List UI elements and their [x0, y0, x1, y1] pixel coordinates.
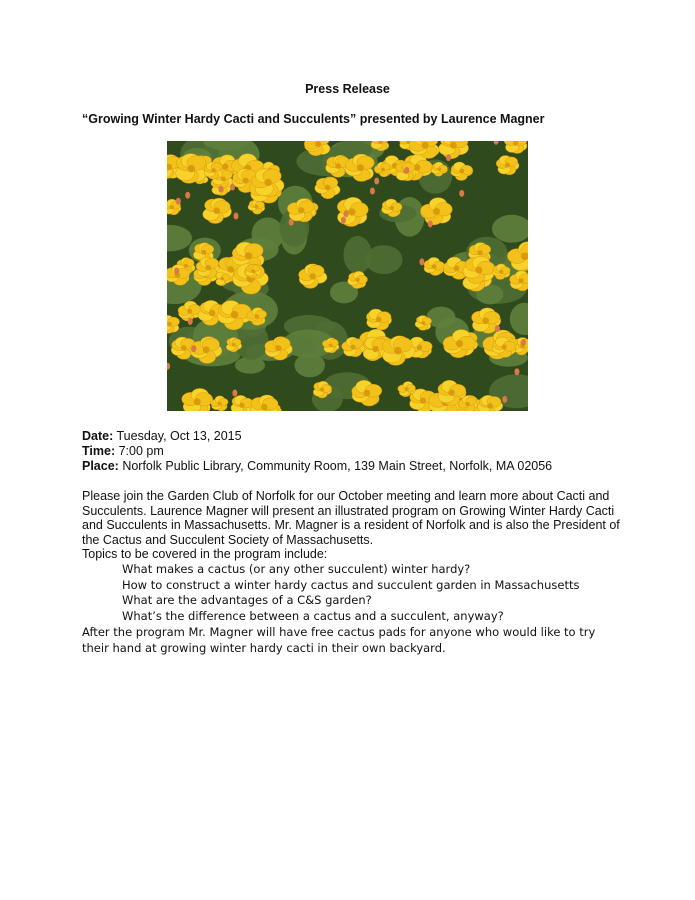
cactus-flowers-photo	[167, 141, 528, 411]
intro-paragraph: Please join the Garden Club of Norfolk for our October meeting and learn more about Cacti and Succulents. Laurence Magner will present an illustrated program on Growing Winter Hardy Cacti and Succulents in Massachusetts. Mr. Magner is a resident of Norfolk and is also the President of the Cactus and Succulent Society of Massachusetts.	[82, 489, 620, 547]
place-value: Norfolk Public Library, Community Room, 139 Main Street, Norfolk, MA 02056	[118, 459, 553, 473]
topic-item: What makes a cactus (or any other succulent) winter hardy?	[122, 562, 471, 576]
date-value: Tuesday, Oct 13, 2015	[113, 429, 242, 443]
event-details	[82, 429, 642, 474]
event-heading: “Growing Winter Hardy Cacti and Succulents” presented by Laurence Magner	[82, 112, 545, 126]
place-label: Place:	[82, 459, 119, 473]
topics-list	[122, 562, 579, 624]
topics-lead: Topics to be covered in the program include:	[82, 547, 328, 561]
date-label: Date:	[82, 429, 114, 443]
closing-paragraph: After the program Mr. Magner will have free cactus pads for anyone who would like to try their hand at growing winter hardy cacti in their own backyard.	[82, 625, 596, 655]
document-title: Press Release	[305, 82, 390, 96]
time-row	[82, 444, 642, 459]
topic-item: What are the advantages of a C&S garden?	[122, 593, 372, 607]
time-label: Time:	[82, 444, 116, 458]
place-row	[82, 459, 642, 474]
date-row	[82, 429, 642, 444]
topic-item: How to construct a winter hardy cactus and succulent garden in Massachusetts	[122, 577, 580, 592]
flower-photo-image	[167, 141, 528, 411]
topic-item: What’s the difference between a cactus and a succulent, anyway?	[122, 608, 504, 623]
time-value: 7:00 pm	[115, 444, 164, 458]
